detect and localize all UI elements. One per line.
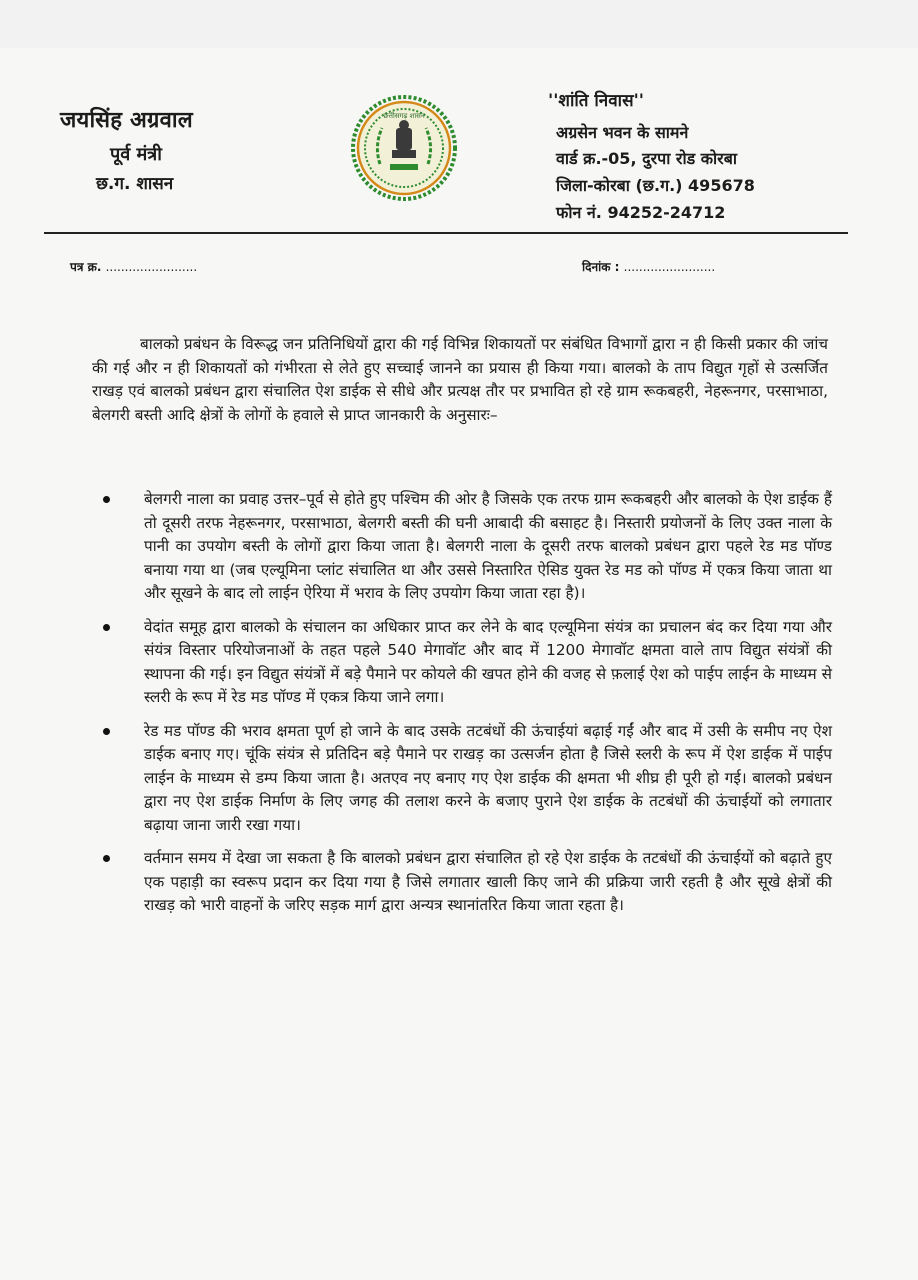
list-item [144, 847, 832, 918]
address-line-1: अग्रसेन भवन के सामने [556, 123, 689, 142]
bullet-icon [103, 728, 110, 735]
list-item-text: वर्तमान समय में देखा जा सकता है कि बालको प्रबंधन द्वारा संचालित हो रहे ऐश डाईक के तटबंधों की ऊंचाईयों को बढ़ाते हुए एक पहाड़ी का स्वरूप प्रदान कर दिया गया है जिसे लगातार खाली किए जाने की प्रक्रिया जारी रहती है और सूखे क्षेत्रों की राखड़ को भारी वाहनों के जरिए सड़क मार्ग द्वारा अन्यत्र स्थानांतरित किया जाता रहता है। [144, 849, 832, 914]
date-blank: ........................ [623, 260, 716, 274]
list-item-text: रेड मड पॉण्ड की भराव क्षमता पूर्ण हो जाने के बाद उसके तटबंधों की ऊंचाईयां बढ़ाई गईं और बाद में उसी के समीप नए ऐश डाईक बनाए गए। चूंकि संयंत्र से प्रतिदिन बड़े पैमाने पर राखड़ का उत्सर्जन होता है जिसे स्लरी के रूप में ऐश डाईक में पाईप लाईन के माध्यम से डम्प किया जाता है। अतएव नए बनाए गए ऐश डाईक की क्षमता भी शीघ्र ही पूरी हो गई। बालको प्रबंधन द्वारा नए ऐश डाईक निर्माण के लिए जगह की तलाश करने के बजाए पुराने ऐश डाईक के तटबंधों की ऊंचाईयों को लगातार बढ़ाया जाना जारी रखा गया। [144, 721, 832, 834]
address-line-2: वार्ड क्र.-05, दुरपा रोड कोरबा [556, 149, 738, 168]
list-item [144, 616, 832, 710]
sender-designation: पूर्व मंत्री [110, 144, 162, 165]
letter-number-blank: ........................ [105, 260, 198, 274]
sender-name: जयसिंह अग्रवाल [60, 108, 193, 133]
letter-number-label: पत्र क्र. [70, 260, 102, 274]
address-line-3: जिला-कोरबा (छ.ग.) 495678 [556, 176, 755, 195]
letter-date [582, 258, 715, 275]
list-item-text: बेलगरी नाला का प्रवाह उत्तर–पूर्व से होते हुए पश्चिम की ओर है जिसके एक तरफ ग्राम रूकबहरी और बालको के ऐश डाईक हैं तो दूसरी तरफ नेहरूनगर, परसाभाठा, बेलगरी बस्ती की घनी आबादी की बसाहट है। निस्तारी प्रयोजनों के लिए उक्त नाला के पानी का उपयोग बस्ती के लोगों द्वारा किया जाता है। बेलगरी नाला के दूसरी तरफ बालको प्रबंधन द्वारा पहले रेड मड पॉण्ड बनाया गया था (जब एल्यूमिना प्लांट संचालित था और उससे निस्तारित ऐसिड युक्त रेड मड को पॉण्ड में एकत्र किया जाता था और सूखने के बाद लो लाईन ऐरिया में भराव के लिए उपयोग किया जाता रहा है)। [144, 490, 832, 602]
svg-text:छत्तीसगढ़ शासन: छत्तीसगढ़ शासन [383, 112, 425, 120]
residence-name: ''शांति निवास'' [548, 91, 644, 111]
bullet-icon [103, 496, 110, 503]
letter-number [70, 258, 197, 275]
list-item-text: वेदांत समूह द्वारा बालको के संचालन का अधिकार प्राप्त कर लेने के बाद एल्यूमिना संयंत्र का प्रचालन बंद कर दिया गया और संयंत्र विस्तार परियोजनाओं के तहत पहले 540 मेगावॉट और बाद में 1200 मेगावॉट क्षमता वाले ताप विद्युत संयंत्रों की स्थापना की गई। इन विद्युत संयंत्रों में बड़े पैमाने पर कोयले की खपत होने की वजह से फ़लाई ऐश को पाईप लाईन के माध्यम से स्लरी के रूप में रेड मड पॉण्ड में एकत्र किया जाने लगा। [144, 617, 833, 706]
date-label: दिनांक : [582, 260, 620, 274]
letterhead-divider [44, 232, 848, 234]
intro-paragraph: बालको प्रबंधन के विरूद्ध जन प्रतिनिधियों द्वारा की गई विभिन्न शिकायतों पर संबंधित विभागों द्वारा न ही किसी प्रकार की जांच की गई और न ही शिकायतों को गंभीरता से लेते हुए सच्चाई जानने का प्रयास ही किया गया। बालको के ताप विद्युत गृहों से उत्सर्जित राखड़ एवं बालको प्रबंधन द्वारा संचालित ऐश डाईक से सीधे और प्रत्यक्ष तौर पर प्रभावित हो रहे ग्राम रूकबहरी, नेहरूनगर, परसाभाठा, बेलगरी बस्ती आदि क्षेत्रों के लोगों के हवाले से प्राप्त जानकारी के अनुसारः– [92, 335, 828, 424]
state-emblem-seal [350, 94, 458, 202]
list-item [144, 488, 832, 606]
bullet-icon [103, 624, 110, 631]
phone-number: फोन नं. 94252-24712 [556, 203, 726, 222]
points-list [144, 488, 832, 928]
list-item [144, 720, 832, 838]
sender-government: छ.ग. शासन [96, 174, 174, 194]
bullet-icon [103, 855, 110, 862]
